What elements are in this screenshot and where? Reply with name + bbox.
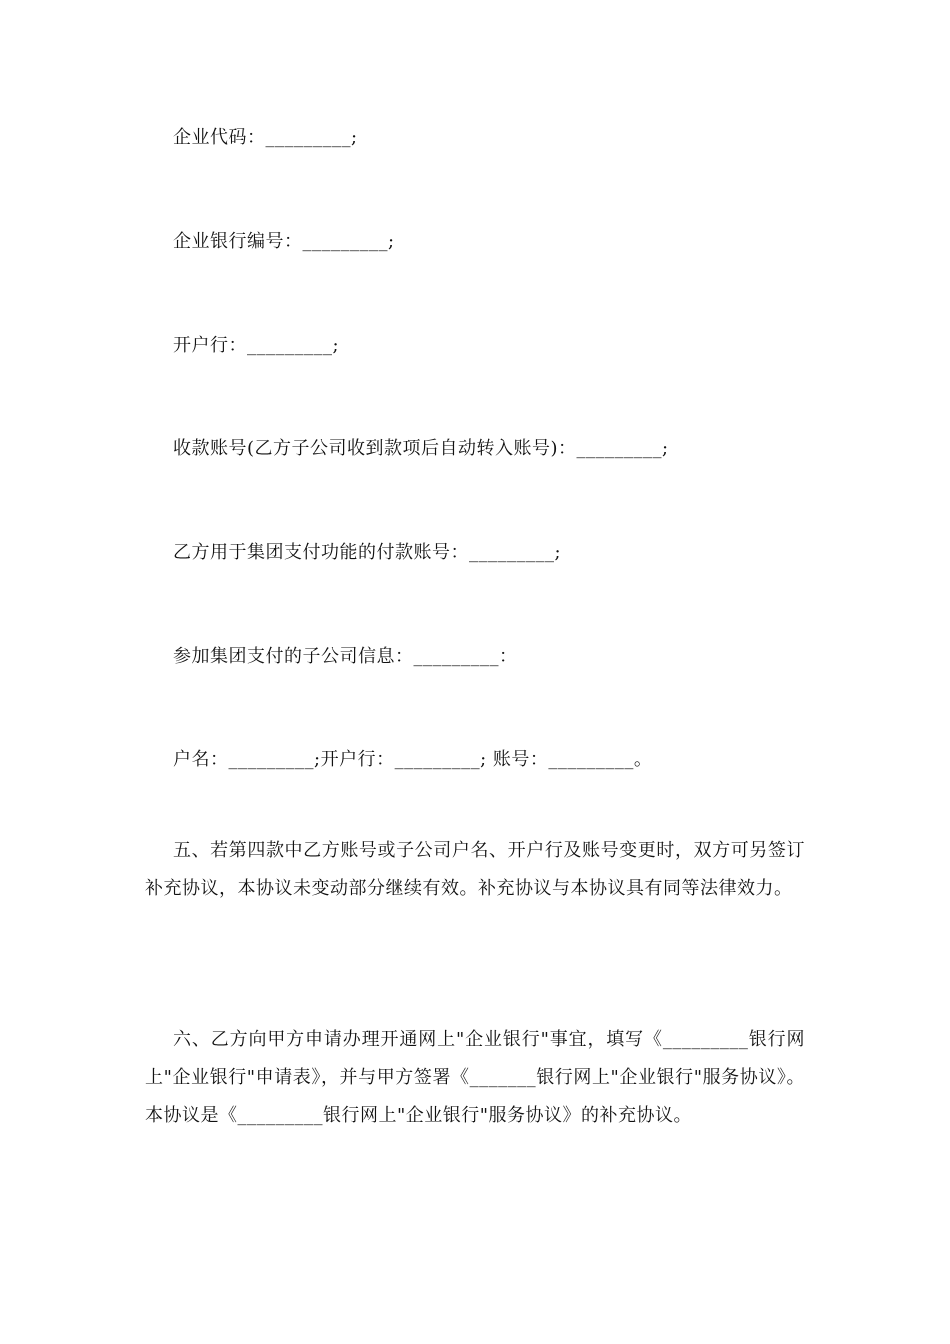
clause-five-paragraph: 五、若第四款中乙方账号或子公司户名、开户行及账号变更时，双方可另签订补充协议，本协议未变动部分继续有效。补充协议与本协议具有同等法律效力。 [145,840,805,899]
subsidiary-info-line: 参加集团支付的子公司信息：_________： [173,646,518,667]
payment-account-line: 乙方用于集团支付功能的付款账号：_________; [173,542,562,563]
enterprise-bank-number-line: 企业银行编号：_________; [173,231,395,252]
account-details-line: 户名：_________;开户行：_________; 账号：_________。 [173,749,653,770]
receiving-account-line: 收款账号(乙方子公司收到款项后自动转入账号)：_________; [173,438,669,459]
opening-bank-line: 开户行：_________; [173,335,340,356]
clause-six-paragraph: 六、乙方向甲方申请办理开通网上"企业银行"事宜，填写《_________银行网上"企业银行"申请表》，并与甲方签署《_______银行网上"企业银行"服务协议》。本协议是《_________银行网上"企业银行"服务协议》的补充协议。 [145,1029,805,1126]
enterprise-code-line: 企业代码：_________; [173,127,358,148]
